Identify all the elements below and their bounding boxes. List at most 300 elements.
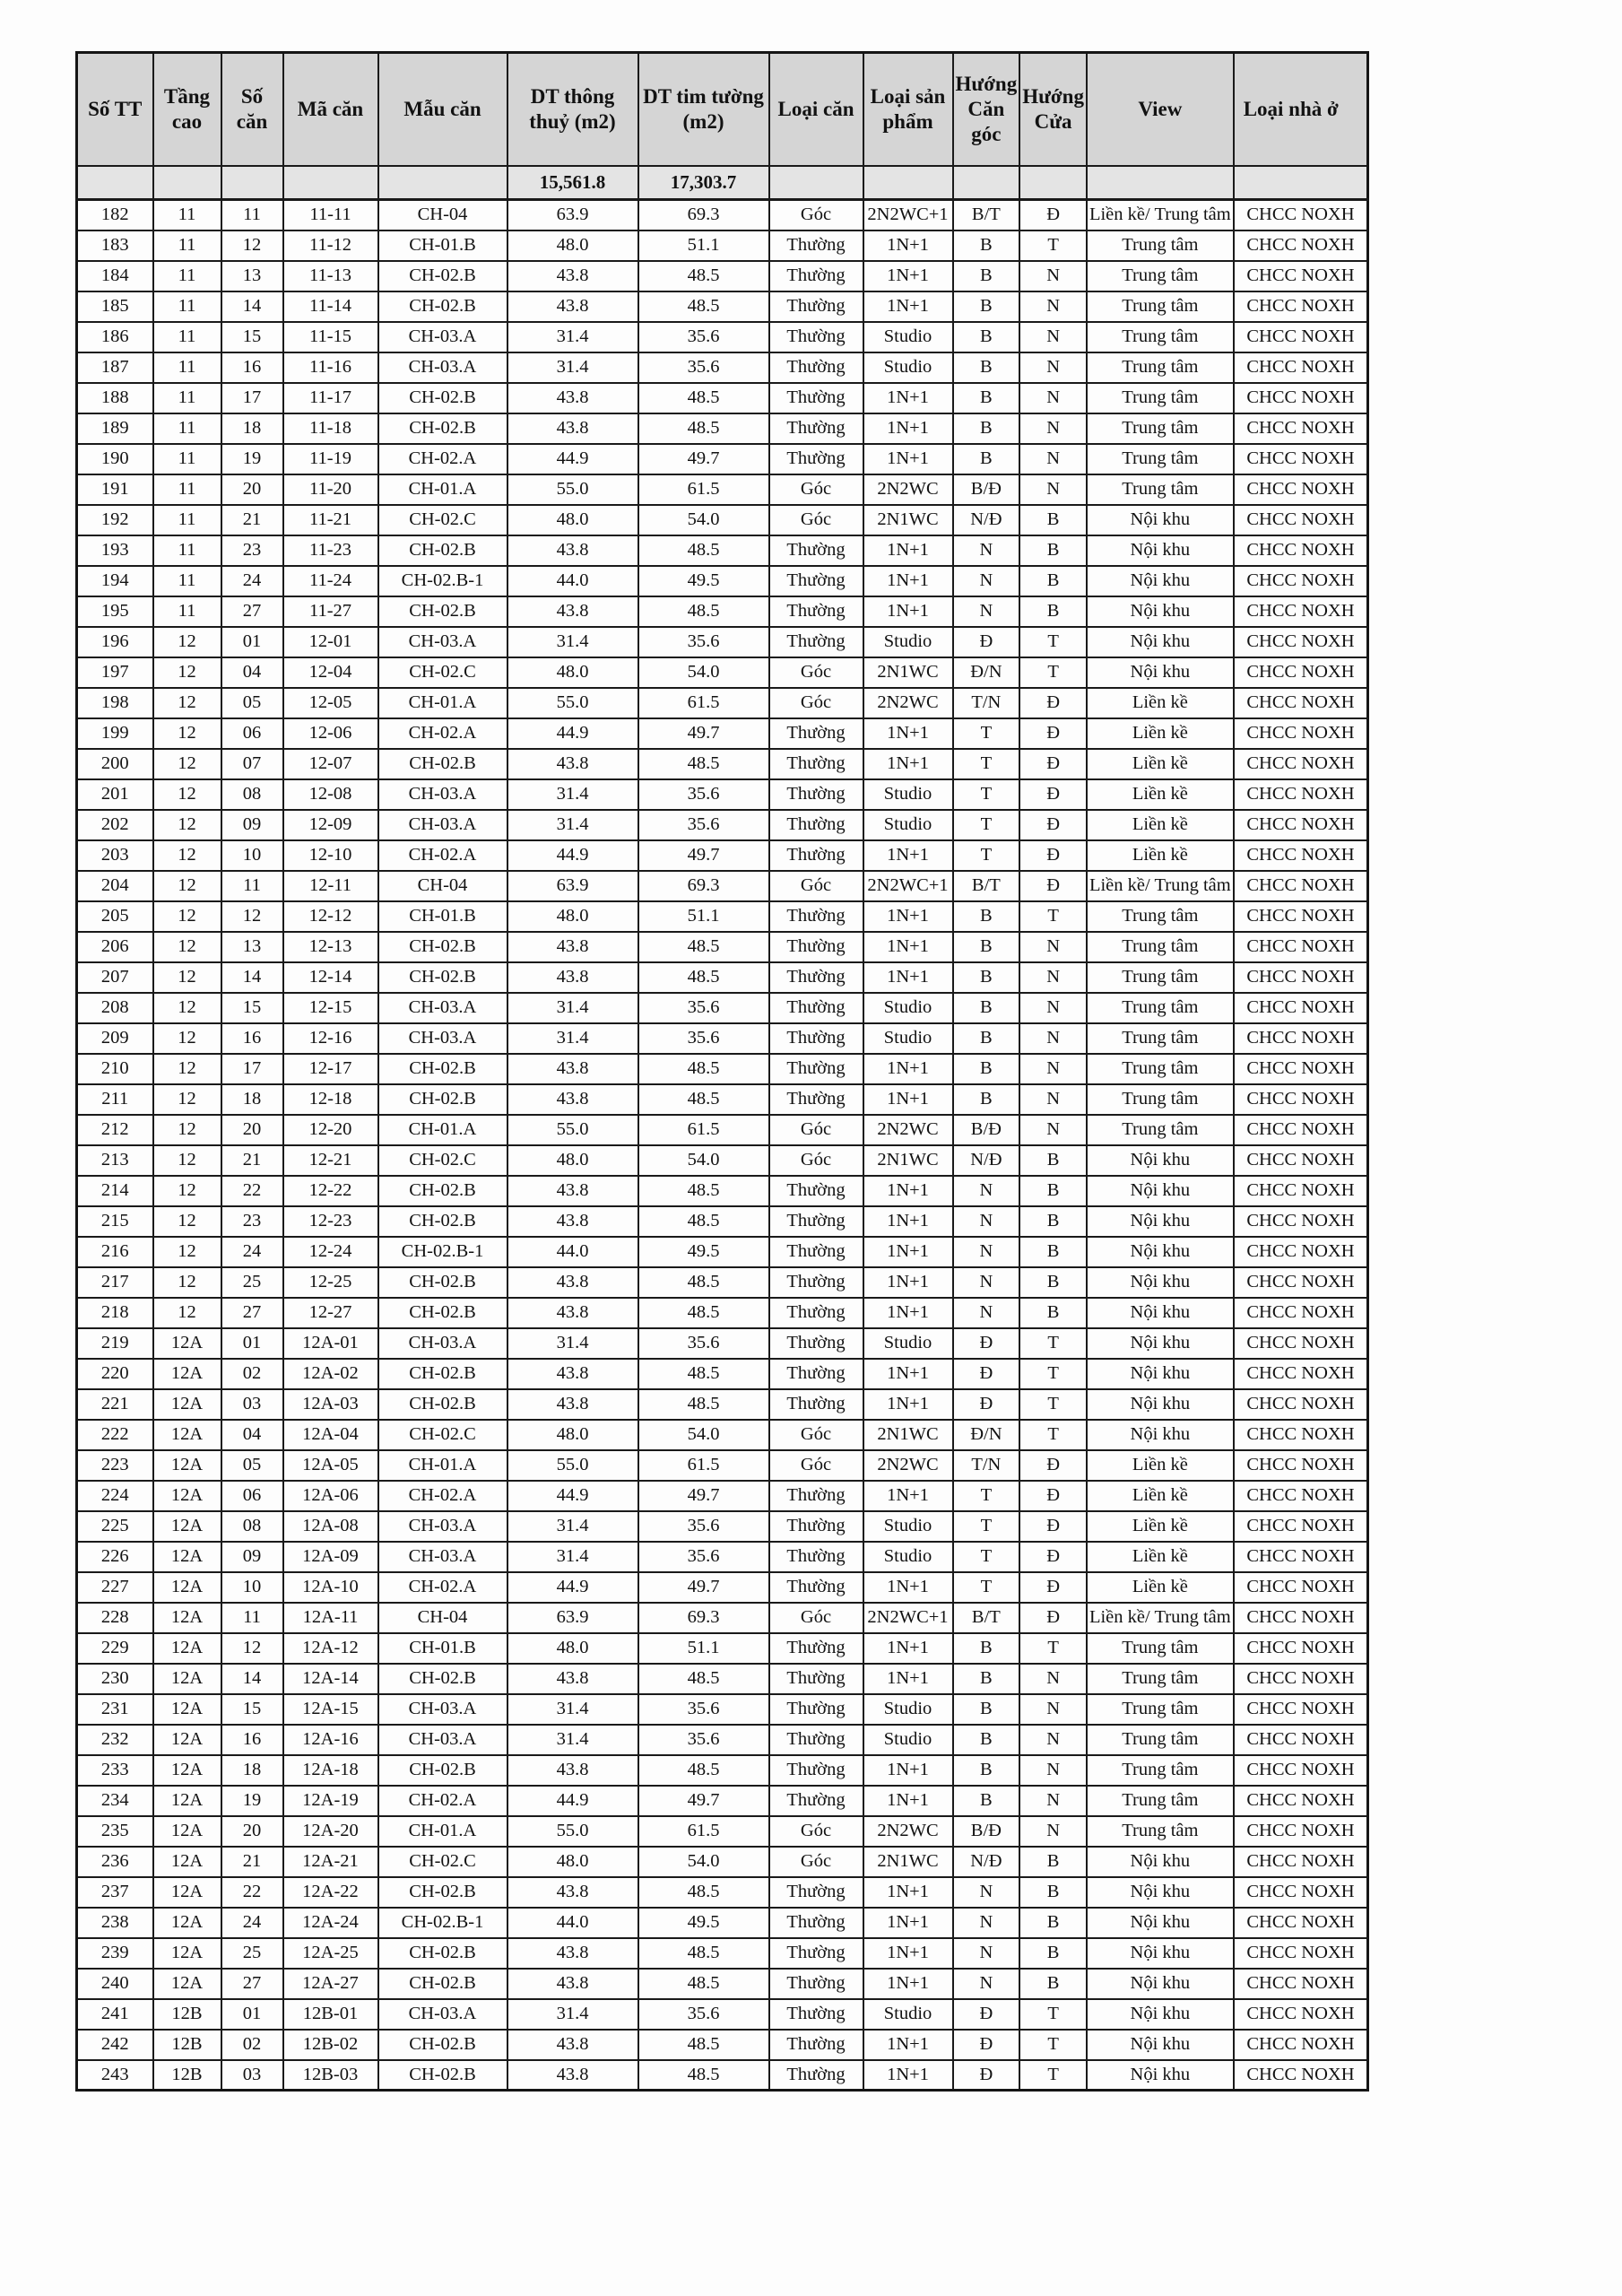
- table-row: [77, 1389, 1368, 1420]
- table-row: [77, 1877, 1368, 1908]
- table-row: [77, 200, 1368, 230]
- cell-so_can: 04: [221, 1420, 283, 1450]
- cell-huong_can_goc: Đ: [953, 627, 1020, 657]
- cell-huong_can_goc: N: [953, 1908, 1020, 1938]
- cell-stt: 199: [77, 718, 153, 749]
- table-row: [77, 1542, 1368, 1572]
- cell-ma_can: 11-11: [283, 200, 378, 230]
- col-header-loai_nha_o: Loại nhà ở: [1234, 53, 1368, 166]
- cell-huong_cua: N: [1019, 444, 1087, 474]
- cell-dt_thong_thuy: 44.9: [507, 1481, 638, 1511]
- cell-loai_nha_o: CHCC NOXH: [1234, 2030, 1368, 2060]
- cell-dt_thong_thuy: 55.0: [507, 474, 638, 505]
- cell-dt_thong_thuy: 31.4: [507, 810, 638, 840]
- cell-loai_nha_o: CHCC NOXH: [1234, 1115, 1368, 1145]
- cell-tang_cao: 12A: [153, 1603, 221, 1633]
- cell-loai_can: Thường: [769, 322, 863, 352]
- view-text: Liền kề: [1132, 845, 1188, 865]
- cell-huong_cua: T: [1019, 1633, 1087, 1664]
- cell-huong_can_goc: B: [953, 962, 1020, 993]
- cell-dt_tim_tuong: 35.6: [638, 993, 769, 1023]
- cell-dt_tim_tuong: 48.5: [638, 596, 769, 627]
- cell-dt_thong_thuy: 43.8: [507, 596, 638, 627]
- cell-huong_cua: N: [1019, 932, 1087, 962]
- cell-ma_can: 12A-04: [283, 1420, 378, 1450]
- cell-stt: 232: [77, 1725, 153, 1755]
- cell-dt_tim_tuong: 49.7: [638, 718, 769, 749]
- cell-dt_tim_tuong: 51.1: [638, 230, 769, 261]
- totals-cell-so_can: [221, 166, 283, 200]
- cell-loai_nha_o: CHCC NOXH: [1234, 1298, 1368, 1328]
- cell-stt: 214: [77, 1176, 153, 1206]
- cell-dt_tim_tuong: 48.5: [638, 413, 769, 444]
- cell-dt_thong_thuy: 43.8: [507, 1054, 638, 1084]
- cell-mau_can: CH-02.B: [378, 1054, 507, 1084]
- cell-loai_san_pham: 1N+1: [863, 1298, 953, 1328]
- cell-loai_nha_o: CHCC NOXH: [1234, 1572, 1368, 1603]
- cell-ma_can: 12-17: [283, 1054, 378, 1084]
- view-text: Trung tâm: [1122, 479, 1199, 499]
- cell-loai_can: Thường: [769, 1877, 863, 1908]
- cell-loai_nha_o: CHCC NOXH: [1234, 1023, 1368, 1054]
- cell-ma_can: 12-10: [283, 840, 378, 871]
- cell-so_can: 08: [221, 779, 283, 810]
- cell-view: [1087, 1420, 1234, 1450]
- cell-tang_cao: 12A: [153, 1755, 221, 1786]
- totals-cell-loai_san_pham: [863, 166, 953, 200]
- view-text: Liền kề: [1132, 1455, 1188, 1474]
- cell-tang_cao: 12A: [153, 1725, 221, 1755]
- cell-stt: 186: [77, 322, 153, 352]
- cell-loai_san_pham: Studio: [863, 1694, 953, 1725]
- view-text: Nội khu: [1130, 1180, 1191, 1200]
- cell-huong_can_goc: B: [953, 1633, 1020, 1664]
- cell-dt_thong_thuy: 44.9: [507, 718, 638, 749]
- view-text: Nội khu: [1130, 601, 1191, 621]
- totals-cell-ma_can: [283, 166, 378, 200]
- cell-so_can: 20: [221, 474, 283, 505]
- cell-stt: 226: [77, 1542, 153, 1572]
- cell-so_can: 05: [221, 1450, 283, 1481]
- cell-dt_tim_tuong: 48.5: [638, 1054, 769, 1084]
- view-text: Nội khu: [1130, 1882, 1191, 1901]
- cell-ma_can: 12-16: [283, 1023, 378, 1054]
- cell-dt_tim_tuong: 48.5: [638, 1664, 769, 1694]
- cell-huong_cua: B: [1019, 505, 1087, 535]
- cell-huong_cua: B: [1019, 1145, 1087, 1176]
- cell-mau_can: CH-04: [378, 200, 507, 230]
- table-row: [77, 1969, 1368, 1999]
- cell-loai_san_pham: 2N1WC: [863, 1420, 953, 1450]
- view-text: Trung tâm: [1122, 936, 1199, 956]
- cell-loai_nha_o: CHCC NOXH: [1234, 1755, 1368, 1786]
- cell-mau_can: CH-02.B: [378, 1389, 507, 1420]
- col-header-ma_can: Mã căn: [283, 53, 378, 166]
- cell-so_can: 17: [221, 383, 283, 413]
- cell-view: [1087, 779, 1234, 810]
- cell-huong_can_goc: T: [953, 1481, 1020, 1511]
- cell-dt_thong_thuy: 48.0: [507, 1420, 638, 1450]
- cell-so_can: 16: [221, 352, 283, 383]
- cell-tang_cao: 11: [153, 505, 221, 535]
- cell-loai_san_pham: Studio: [863, 779, 953, 810]
- cell-tang_cao: 12: [153, 1023, 221, 1054]
- cell-dt_tim_tuong: 48.5: [638, 2030, 769, 2060]
- cell-ma_can: 11-12: [283, 230, 378, 261]
- cell-dt_thong_thuy: 44.9: [507, 444, 638, 474]
- cell-so_can: 25: [221, 1938, 283, 1969]
- cell-dt_tim_tuong: 69.3: [638, 200, 769, 230]
- cell-loai_san_pham: Studio: [863, 993, 953, 1023]
- cell-huong_can_goc: T: [953, 840, 1020, 871]
- cell-tang_cao: 11: [153, 352, 221, 383]
- cell-loai_can: Thường: [769, 840, 863, 871]
- header-row: [77, 53, 1368, 166]
- cell-mau_can: CH-02.B: [378, 261, 507, 291]
- cell-ma_can: 12A-12: [283, 1633, 378, 1664]
- cell-stt: 225: [77, 1511, 153, 1542]
- cell-tang_cao: 12A: [153, 1664, 221, 1694]
- cell-ma_can: 12-23: [283, 1206, 378, 1237]
- cell-dt_thong_thuy: 44.9: [507, 840, 638, 871]
- view-text: Liền kề/ Trung tâm: [1089, 875, 1231, 895]
- cell-view: [1087, 2030, 1234, 2060]
- cell-view: [1087, 1969, 1234, 1999]
- cell-stt: 207: [77, 962, 153, 993]
- cell-dt_tim_tuong: 51.1: [638, 1633, 769, 1664]
- cell-mau_can: CH-03.A: [378, 1023, 507, 1054]
- cell-huong_can_goc: N/Đ: [953, 1847, 1020, 1877]
- cell-loai_can: Thường: [769, 444, 863, 474]
- cell-loai_can: Góc: [769, 474, 863, 505]
- cell-huong_can_goc: N: [953, 1237, 1020, 1267]
- cell-huong_can_goc: B: [953, 1694, 1020, 1725]
- cell-loai_can: Thường: [769, 2060, 863, 2091]
- cell-dt_tim_tuong: 48.5: [638, 1389, 769, 1420]
- table-row: [77, 901, 1368, 932]
- cell-ma_can: 11-17: [283, 383, 378, 413]
- cell-view: [1087, 1694, 1234, 1725]
- totals-cell-huong_can_goc: [953, 166, 1020, 200]
- cell-huong_can_goc: T: [953, 718, 1020, 749]
- cell-ma_can: 12-15: [283, 993, 378, 1023]
- cell-loai_can: Góc: [769, 1816, 863, 1847]
- cell-so_can: 18: [221, 1084, 283, 1115]
- cell-so_can: 06: [221, 1481, 283, 1511]
- cell-dt_thong_thuy: 31.4: [507, 1725, 638, 1755]
- cell-dt_tim_tuong: 48.5: [638, 1206, 769, 1237]
- cell-loai_san_pham: Studio: [863, 1999, 953, 2030]
- cell-view: [1087, 230, 1234, 261]
- cell-loai_nha_o: CHCC NOXH: [1234, 779, 1368, 810]
- cell-huong_can_goc: N: [953, 1877, 1020, 1908]
- cell-loai_nha_o: CHCC NOXH: [1234, 261, 1368, 291]
- cell-view: [1087, 474, 1234, 505]
- cell-mau_can: CH-02.B: [378, 413, 507, 444]
- cell-loai_san_pham: 1N+1: [863, 1237, 953, 1267]
- cell-tang_cao: 12: [153, 871, 221, 901]
- cell-so_can: 14: [221, 962, 283, 993]
- cell-huong_can_goc: N: [953, 1267, 1020, 1298]
- cell-huong_cua: T: [1019, 1359, 1087, 1389]
- cell-huong_can_goc: T/N: [953, 688, 1020, 718]
- view-text: Trung tâm: [1122, 906, 1199, 926]
- cell-loai_nha_o: CHCC NOXH: [1234, 657, 1368, 688]
- table-row: [77, 596, 1368, 627]
- cell-loai_can: Thường: [769, 1572, 863, 1603]
- totals-cell-dt_tim_tuong: 17,303.7: [638, 166, 769, 200]
- cell-stt: 241: [77, 1999, 153, 2030]
- cell-loai_san_pham: 1N+1: [863, 1633, 953, 1664]
- table-row: [77, 688, 1368, 718]
- cell-huong_can_goc: T/N: [953, 1450, 1020, 1481]
- table-row: [77, 1359, 1368, 1389]
- cell-view: [1087, 1389, 1234, 1420]
- cell-ma_can: 12-01: [283, 627, 378, 657]
- cell-dt_tim_tuong: 49.7: [638, 1786, 769, 1816]
- table-row: [77, 749, 1368, 779]
- cell-ma_can: 12B-01: [283, 1999, 378, 2030]
- cell-huong_cua: N: [1019, 1694, 1087, 1725]
- cell-huong_cua: Đ: [1019, 871, 1087, 901]
- cell-tang_cao: 12: [153, 688, 221, 718]
- cell-mau_can: CH-02.C: [378, 1420, 507, 1450]
- table-row: [77, 840, 1368, 871]
- cell-huong_cua: B: [1019, 1237, 1087, 1267]
- view-text: Nội khu: [1130, 570, 1191, 590]
- cell-stt: 204: [77, 871, 153, 901]
- cell-dt_tim_tuong: 49.7: [638, 840, 769, 871]
- cell-tang_cao: 12: [153, 779, 221, 810]
- cell-huong_cua: T: [1019, 1999, 1087, 2030]
- cell-dt_thong_thuy: 44.9: [507, 1572, 638, 1603]
- cell-ma_can: 12-22: [283, 1176, 378, 1206]
- cell-loai_can: Thường: [769, 1633, 863, 1664]
- cell-loai_san_pham: 1N+1: [863, 1206, 953, 1237]
- cell-view: [1087, 962, 1234, 993]
- cell-loai_nha_o: CHCC NOXH: [1234, 505, 1368, 535]
- cell-huong_can_goc: B: [953, 291, 1020, 322]
- cell-loai_can: Thường: [769, 749, 863, 779]
- view-text: Nội khu: [1130, 1973, 1191, 1993]
- cell-loai_nha_o: CHCC NOXH: [1234, 932, 1368, 962]
- cell-huong_can_goc: B/Đ: [953, 1115, 1020, 1145]
- cell-dt_tim_tuong: 48.5: [638, 2060, 769, 2091]
- cell-view: [1087, 1786, 1234, 1816]
- cell-loai_can: Góc: [769, 871, 863, 901]
- cell-loai_nha_o: CHCC NOXH: [1234, 1633, 1368, 1664]
- cell-huong_cua: Đ: [1019, 718, 1087, 749]
- cell-dt_thong_thuy: 43.8: [507, 1267, 638, 1298]
- cell-loai_san_pham: 2N1WC: [863, 1847, 953, 1877]
- cell-tang_cao: 12A: [153, 1481, 221, 1511]
- cell-dt_tim_tuong: 48.5: [638, 261, 769, 291]
- table-row: [77, 1115, 1368, 1145]
- cell-loai_nha_o: CHCC NOXH: [1234, 749, 1368, 779]
- cell-dt_tim_tuong: 54.0: [638, 1847, 769, 1877]
- cell-tang_cao: 11: [153, 444, 221, 474]
- cell-loai_san_pham: 2N2WC: [863, 1115, 953, 1145]
- totals-cell-view: [1087, 166, 1234, 200]
- cell-mau_can: CH-01.A: [378, 1115, 507, 1145]
- cell-mau_can: CH-03.A: [378, 322, 507, 352]
- cell-dt_thong_thuy: 55.0: [507, 1450, 638, 1481]
- cell-loai_can: Góc: [769, 1847, 863, 1877]
- cell-so_can: 24: [221, 1237, 283, 1267]
- cell-dt_tim_tuong: 48.5: [638, 1755, 769, 1786]
- cell-ma_can: 12A-22: [283, 1877, 378, 1908]
- cell-tang_cao: 11: [153, 230, 221, 261]
- cell-mau_can: CH-02.B: [378, 2060, 507, 2091]
- cell-dt_tim_tuong: 48.5: [638, 535, 769, 566]
- cell-stt: 191: [77, 474, 153, 505]
- cell-ma_can: 12-11: [283, 871, 378, 901]
- cell-ma_can: 11-13: [283, 261, 378, 291]
- cell-so_can: 06: [221, 718, 283, 749]
- cell-loai_can: Góc: [769, 657, 863, 688]
- cell-dt_thong_thuy: 43.8: [507, 1298, 638, 1328]
- view-text: Trung tâm: [1122, 387, 1199, 407]
- cell-loai_san_pham: 2N2WC+1: [863, 871, 953, 901]
- cell-loai_nha_o: CHCC NOXH: [1234, 535, 1368, 566]
- cell-dt_tim_tuong: 48.5: [638, 1084, 769, 1115]
- cell-huong_cua: N: [1019, 352, 1087, 383]
- cell-mau_can: CH-01.B: [378, 901, 507, 932]
- cell-loai_san_pham: 1N+1: [863, 1389, 953, 1420]
- cell-huong_cua: Đ: [1019, 810, 1087, 840]
- cell-view: [1087, 1359, 1234, 1389]
- cell-loai_san_pham: Studio: [863, 322, 953, 352]
- cell-tang_cao: 12A: [153, 1847, 221, 1877]
- table-row: [77, 1298, 1368, 1328]
- table-row: [77, 1511, 1368, 1542]
- cell-mau_can: CH-02.B: [378, 749, 507, 779]
- cell-huong_cua: B: [1019, 1969, 1087, 1999]
- cell-loai_san_pham: Studio: [863, 352, 953, 383]
- cell-dt_thong_thuy: 43.8: [507, 1206, 638, 1237]
- cell-mau_can: CH-03.A: [378, 810, 507, 840]
- cell-huong_cua: T: [1019, 1328, 1087, 1359]
- cell-view: [1087, 352, 1234, 383]
- cell-mau_can: CH-03.A: [378, 779, 507, 810]
- cell-stt: 215: [77, 1206, 153, 1237]
- cell-loai_can: Thường: [769, 1054, 863, 1084]
- table-row: [77, 383, 1368, 413]
- cell-dt_thong_thuy: 43.8: [507, 535, 638, 566]
- cell-loai_san_pham: 1N+1: [863, 1664, 953, 1694]
- table-row: [77, 1572, 1368, 1603]
- cell-stt: 190: [77, 444, 153, 474]
- cell-loai_nha_o: CHCC NOXH: [1234, 810, 1368, 840]
- cell-so_can: 27: [221, 596, 283, 627]
- cell-huong_can_goc: B: [953, 261, 1020, 291]
- cell-so_can: 19: [221, 444, 283, 474]
- cell-dt_tim_tuong: 35.6: [638, 1694, 769, 1725]
- cell-huong_can_goc: N/Đ: [953, 1145, 1020, 1176]
- view-text: Trung tâm: [1122, 1760, 1199, 1779]
- col-header-dt_thong_thuy: DT thông thuỷ (m2): [507, 53, 638, 166]
- cell-dt_tim_tuong: 61.5: [638, 474, 769, 505]
- view-text: Trung tâm: [1122, 1729, 1199, 1749]
- cell-so_can: 25: [221, 1267, 283, 1298]
- cell-huong_cua: B: [1019, 1176, 1087, 1206]
- cell-mau_can: CH-02.C: [378, 657, 507, 688]
- cell-mau_can: CH-02.B: [378, 1664, 507, 1694]
- cell-loai_nha_o: CHCC NOXH: [1234, 1999, 1368, 2030]
- cell-mau_can: CH-03.A: [378, 1511, 507, 1542]
- cell-dt_tim_tuong: 35.6: [638, 352, 769, 383]
- cell-ma_can: 11-23: [283, 535, 378, 566]
- cell-tang_cao: 12A: [153, 1450, 221, 1481]
- cell-stt: 224: [77, 1481, 153, 1511]
- cell-dt_tim_tuong: 49.7: [638, 1481, 769, 1511]
- cell-huong_cua: Đ: [1019, 749, 1087, 779]
- view-text: Liền kề: [1132, 1546, 1188, 1566]
- cell-so_can: 21: [221, 1145, 283, 1176]
- cell-loai_can: Thường: [769, 1298, 863, 1328]
- cell-tang_cao: 12A: [153, 1420, 221, 1450]
- cell-tang_cao: 12: [153, 718, 221, 749]
- cell-loai_nha_o: CHCC NOXH: [1234, 1267, 1368, 1298]
- cell-loai_can: Thường: [769, 230, 863, 261]
- cell-stt: 196: [77, 627, 153, 657]
- table-row: [77, 505, 1368, 535]
- cell-tang_cao: 12: [153, 1206, 221, 1237]
- cell-loai_can: Thường: [769, 1694, 863, 1725]
- cell-huong_can_goc: B: [953, 1664, 1020, 1694]
- cell-stt: 218: [77, 1298, 153, 1328]
- table-header: [77, 53, 1368, 166]
- cell-loai_san_pham: 2N2WC+1: [863, 1603, 953, 1633]
- cell-huong_can_goc: B: [953, 352, 1020, 383]
- view-text: Trung tâm: [1122, 1028, 1199, 1048]
- cell-huong_can_goc: Đ: [953, 2030, 1020, 2060]
- cell-huong_can_goc: N: [953, 1176, 1020, 1206]
- cell-huong_can_goc: T: [953, 1511, 1020, 1542]
- cell-stt: 239: [77, 1938, 153, 1969]
- cell-dt_thong_thuy: 55.0: [507, 1816, 638, 1847]
- cell-dt_tim_tuong: 69.3: [638, 1603, 769, 1633]
- view-text: Nội khu: [1130, 1150, 1191, 1170]
- table-row: [77, 962, 1368, 993]
- cell-view: [1087, 1755, 1234, 1786]
- cell-so_can: 22: [221, 1176, 283, 1206]
- cell-dt_thong_thuy: 44.0: [507, 1908, 638, 1938]
- cell-dt_tim_tuong: 35.6: [638, 322, 769, 352]
- cell-dt_thong_thuy: 48.0: [507, 901, 638, 932]
- cell-huong_cua: N: [1019, 1115, 1087, 1145]
- cell-tang_cao: 11: [153, 261, 221, 291]
- cell-loai_can: Góc: [769, 505, 863, 535]
- cell-ma_can: 12A-10: [283, 1572, 378, 1603]
- cell-so_can: 27: [221, 1969, 283, 1999]
- col-header-huong_cua: Hướng Cửa: [1019, 53, 1087, 166]
- view-text: Nội khu: [1130, 2034, 1191, 2054]
- col-header-dt_tim_tuong: DT tim tường (m2): [638, 53, 769, 166]
- cell-huong_can_goc: Đ/N: [953, 657, 1020, 688]
- table-row: [77, 1084, 1368, 1115]
- cell-stt: 209: [77, 1023, 153, 1054]
- table-row: [77, 1603, 1368, 1633]
- cell-ma_can: 12-08: [283, 779, 378, 810]
- cell-loai_san_pham: 1N+1: [863, 1877, 953, 1908]
- cell-huong_cua: N: [1019, 1755, 1087, 1786]
- view-text: Trung tâm: [1122, 235, 1199, 255]
- cell-loai_nha_o: CHCC NOXH: [1234, 1908, 1368, 1938]
- cell-stt: 193: [77, 535, 153, 566]
- col-header-stt: Số TT: [77, 53, 153, 166]
- cell-view: [1087, 413, 1234, 444]
